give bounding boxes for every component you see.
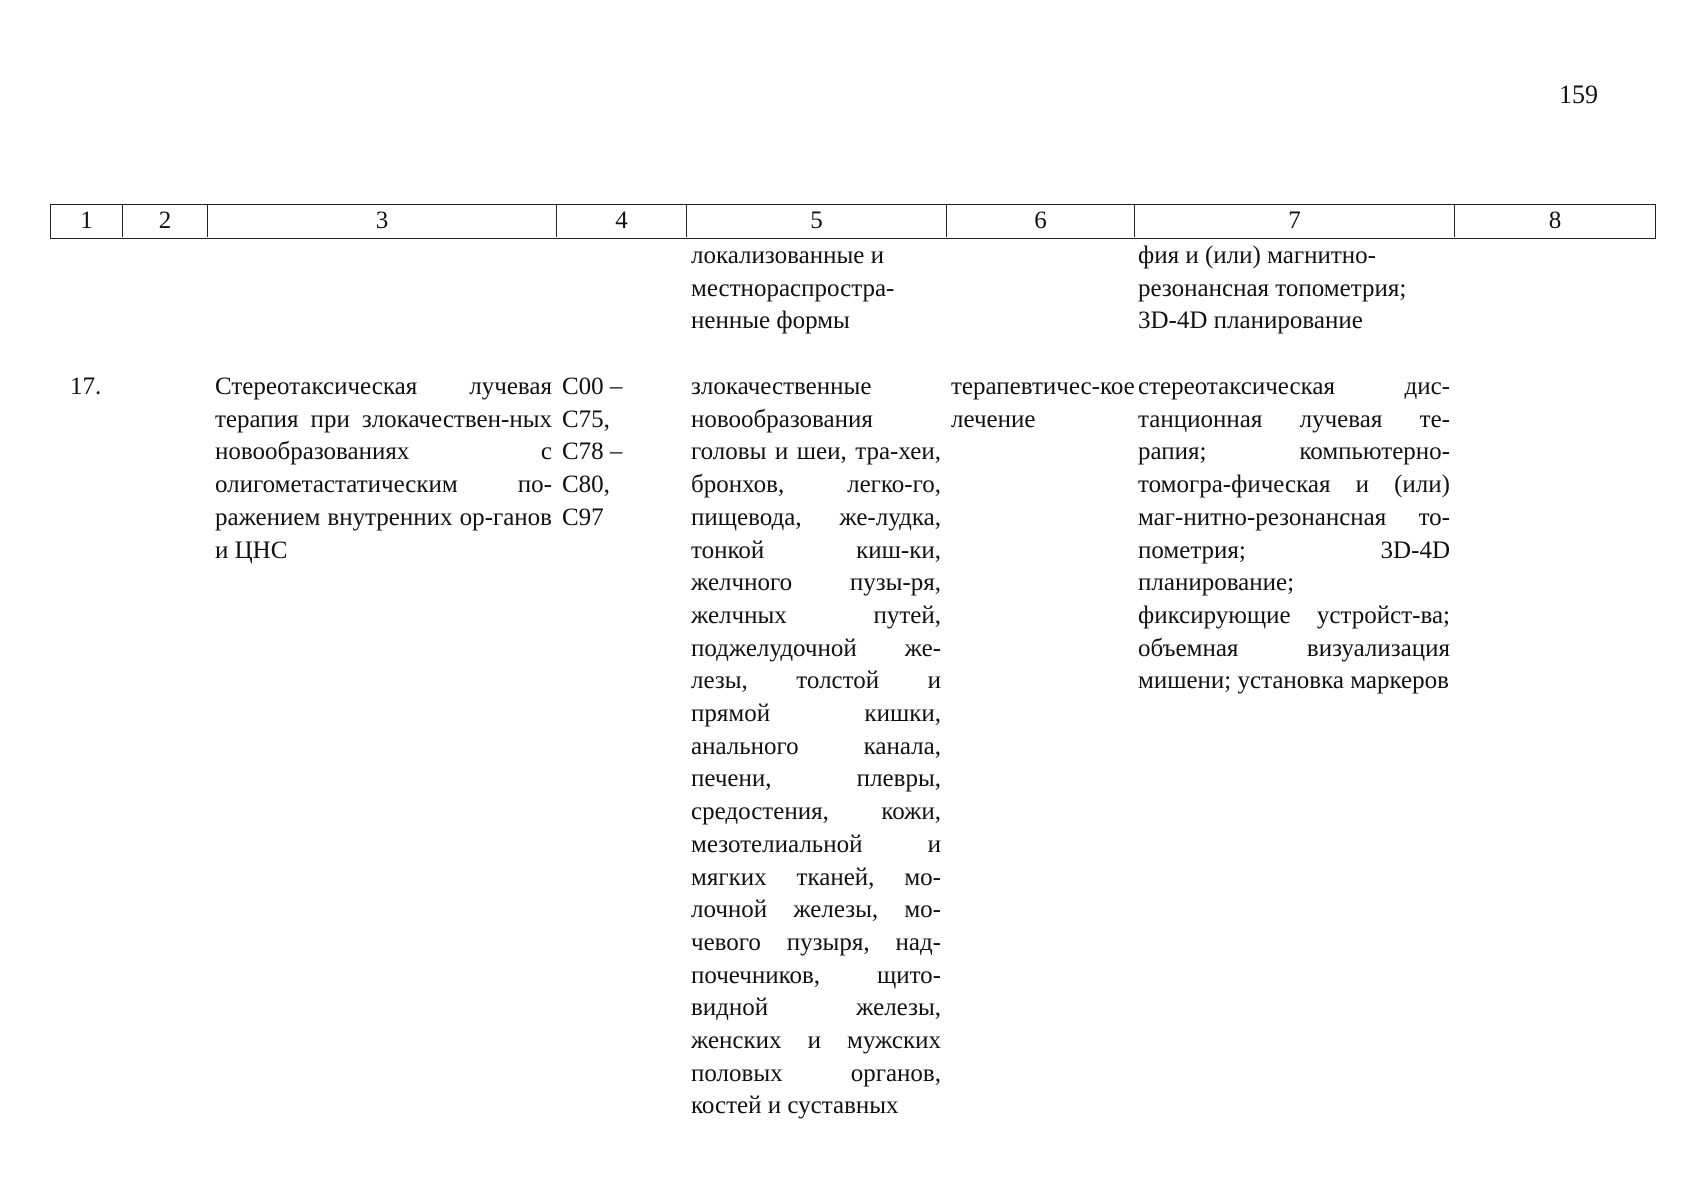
column-number-8: 8 (1548, 207, 1562, 234)
text-line: локализованные и (691, 242, 884, 269)
disease-model: злокачественные новообразования головы и шеи, тра-хеи, бронхов, легко-го, пищевода, же-лудка, тонкой киш-ки, желчного пузы-ря, желчных путей, поджелудочной же-лезы, толстой и прямой кишки, анального канала, печени, плевры, средостения, кожи, мезотелиальной и мягких тканей, мо-лочной железы, мо-чевого пузыря, над-почечников, щито-видной железы, женских и мужских половых органов, костей и суставных (691, 373, 941, 1120)
text-line: ненные формы (691, 307, 850, 335)
column-number-2: 2 (123, 205, 208, 237)
column-number-7: 7 (1135, 205, 1455, 237)
icd-code: С97 (562, 503, 604, 531)
column-number-4: 4 (557, 205, 687, 237)
row-number: 17. (70, 373, 102, 400)
method-name: Стереотаксическая лучевая терапия при злокачествен-ных новообразованиях с олигометастатическим по-ражением внутренних ор-ганов и ЦНС (215, 373, 552, 564)
column-number-1: 1 (51, 205, 123, 237)
column-number-3: 3 (208, 205, 557, 237)
column-number-5: 5 (687, 205, 947, 237)
table-column-header-row (50, 204, 1656, 239)
text-line: фия и (или) магнитно- (1138, 242, 1376, 269)
text-line: местнораспростра- (691, 274, 895, 302)
icd-code: С00 – (562, 373, 623, 400)
icd-code: С78 – (562, 438, 623, 466)
continuation-col5-text (691, 240, 951, 338)
icd-code: С80, (562, 471, 610, 499)
page-number: 159 (1559, 80, 1598, 109)
treatment-method: стереотаксическая дис-танционная лучевая те-рапия; компьютерно-томогра-фическая и (или) маг-нитно-резонансная то-пометрия; 3D-4D планирование; фиксирующие устройст-ва; объемная визуализация мишени; установка маркеров (1138, 373, 1450, 695)
continuation-col7-text (1138, 240, 1458, 338)
icd-code: С75, (562, 405, 610, 433)
column-number-6: 6 (947, 205, 1135, 237)
treatment-type: терапевтичес-кое лечение (951, 373, 1135, 433)
text-line: 3D-4D планирование (1138, 307, 1363, 335)
icd-codes (562, 371, 682, 535)
text-line: резонансная топометрия; (1138, 274, 1407, 302)
